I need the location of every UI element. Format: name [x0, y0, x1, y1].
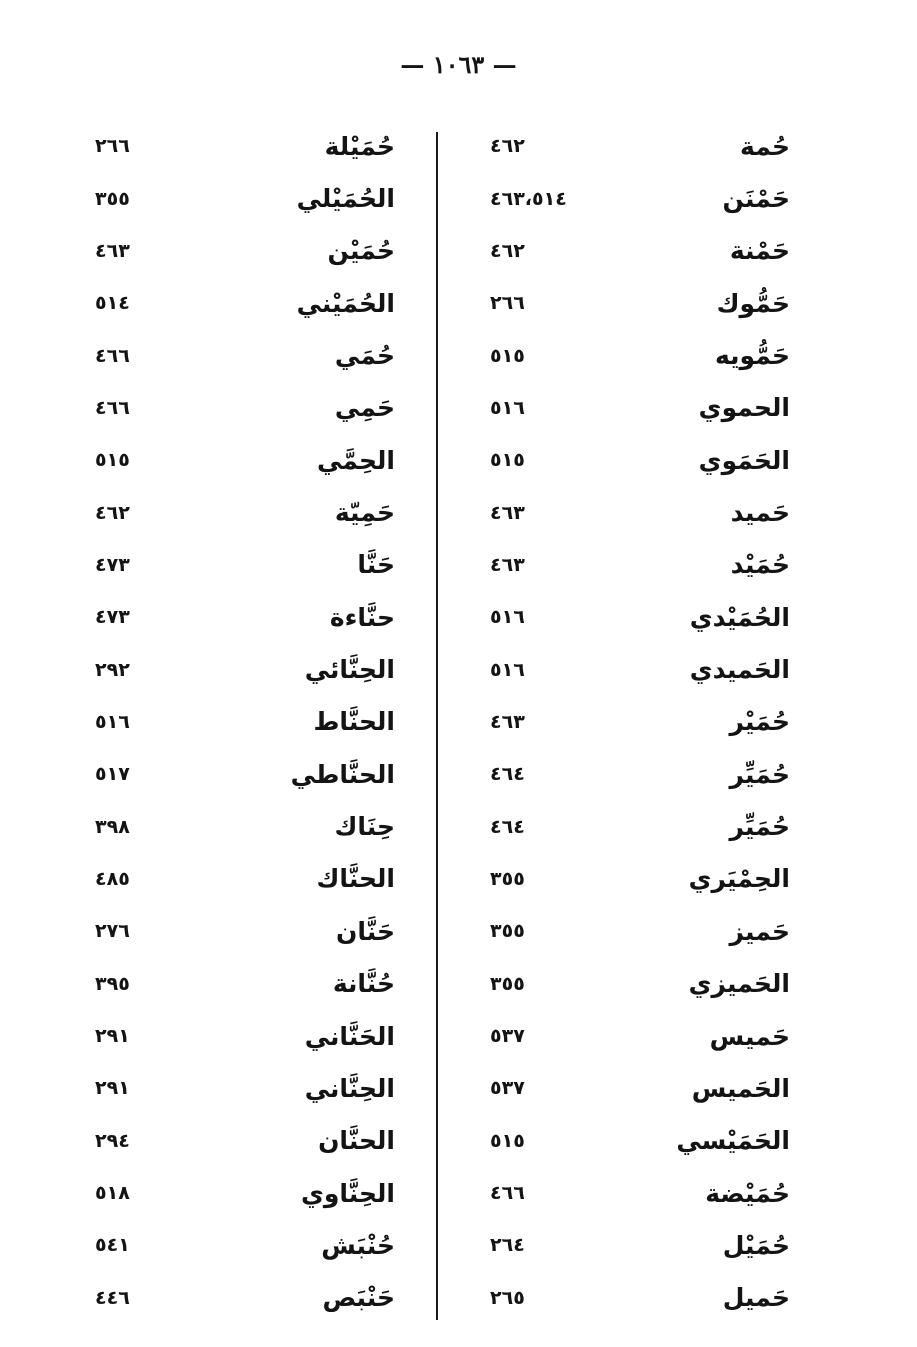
entry-name: حَمْنَن — [722, 184, 790, 214]
entry-name: الحِمْيَري — [688, 864, 790, 894]
entry-name: الحِنَّاني — [304, 1073, 395, 1103]
index-entry — [95, 539, 395, 591]
entry-page-ref: ٥١٤ — [95, 292, 130, 315]
entry-name: حَمِيّة — [334, 498, 395, 528]
entry-name: حُمَي — [334, 341, 395, 371]
index-entry — [95, 277, 395, 329]
entry-name: حُمَيْلة — [324, 131, 395, 161]
index-entry — [490, 748, 790, 800]
index-entry — [95, 1062, 395, 1114]
index-entry — [490, 172, 790, 224]
entry-name: الحَميزي — [688, 969, 790, 999]
index-entry — [490, 225, 790, 277]
index-column-right — [490, 120, 790, 1325]
entry-page-ref: ٢٦٦ — [95, 135, 130, 158]
index-entry — [490, 539, 790, 591]
index-entry — [490, 643, 790, 695]
entry-name: الحَميدي — [689, 655, 790, 685]
entry-page-ref: ٢٩٢ — [95, 658, 130, 681]
entry-page-ref: ٣٩٥ — [95, 972, 130, 995]
index-entry — [95, 958, 395, 1010]
entry-name: الحِمَّي — [316, 445, 395, 475]
entry-page-ref: ٢٦٦ — [490, 292, 525, 315]
entry-page-ref: ٤٦٤ — [490, 815, 525, 838]
entry-name: حَنَّان — [336, 916, 395, 946]
index-entry — [490, 1272, 790, 1324]
entry-page-ref: ٤٦٣ — [490, 553, 525, 576]
entry-page-ref: ٢٩١ — [95, 1077, 130, 1100]
index-entry — [95, 1115, 395, 1167]
entry-name: الحَمَوي — [698, 445, 790, 475]
entry-name: حنَّاءة — [329, 602, 395, 632]
entry-page-ref: ٥١٥ — [490, 449, 525, 472]
entry-page-ref: ٥٣٧ — [490, 1077, 525, 1100]
entry-name: حُمَيِّر — [729, 812, 790, 842]
index-entry — [490, 696, 790, 748]
entry-page-ref: ٤٤٦ — [95, 1286, 130, 1309]
entry-page-ref: ٤٧٣ — [95, 606, 130, 629]
entry-name: الحُمَيْدي — [689, 602, 790, 632]
entry-page-ref: ٤٦٣،٥١٤ — [490, 187, 567, 210]
entry-page-ref: ٥١٥ — [95, 449, 130, 472]
index-entry — [95, 225, 395, 277]
entry-page-ref: ٢٦٥ — [490, 1286, 525, 1309]
index-entry — [490, 120, 790, 172]
index-entry — [95, 696, 395, 748]
index-entry — [95, 853, 395, 905]
entry-name: حُمَيِّر — [729, 759, 790, 789]
entry-page-ref: ٥١٥ — [490, 344, 525, 367]
entry-page-ref: ٢٦٤ — [490, 1234, 525, 1257]
entry-name: حُمة — [740, 131, 790, 161]
entry-page-ref: ٤٦٣ — [95, 239, 130, 262]
column-divider — [436, 132, 438, 1320]
index-entry — [490, 1167, 790, 1219]
index-entry — [95, 1219, 395, 1271]
entry-name: حَمْنة — [729, 236, 790, 266]
entry-page-ref: ٥١٨ — [95, 1182, 130, 1205]
entry-page-ref: ٤٦٢ — [490, 135, 525, 158]
entry-page-ref: ٤٦٣ — [490, 710, 525, 733]
index-entry — [490, 1115, 790, 1167]
index-entry — [490, 591, 790, 643]
entry-name: الحنَّاك — [316, 864, 395, 894]
entry-name: حُمَيْر — [729, 707, 790, 737]
entry-name: حُنْبَش — [321, 1230, 395, 1260]
index-entry — [490, 382, 790, 434]
index-entry — [95, 434, 395, 486]
entry-page-ref: ٥١٦ — [95, 710, 130, 733]
index-entry — [95, 1167, 395, 1219]
index-entry — [95, 329, 395, 381]
entry-page-ref: ٥١٦ — [490, 396, 525, 419]
entry-page-ref: ٥٤١ — [95, 1234, 130, 1257]
entry-name: حَمِي — [334, 393, 395, 423]
index-entry — [490, 1062, 790, 1114]
index-entry — [490, 958, 790, 1010]
entry-page-ref: ٤٦٢ — [490, 239, 525, 262]
entry-name: الحَمَيْسي — [676, 1126, 790, 1156]
index-entry — [95, 748, 395, 800]
index-entry — [490, 329, 790, 381]
entry-name: حُمَيْن — [327, 236, 395, 266]
entry-page-ref: ٥١٦ — [490, 658, 525, 681]
index-entry — [490, 905, 790, 957]
page-number: — ١٠٦٣ — — [400, 50, 517, 79]
entry-name: حَميد — [730, 498, 790, 528]
entry-page-ref: ٣٥٥ — [95, 187, 130, 210]
entry-page-ref: ٣٥٥ — [490, 972, 525, 995]
entry-page-ref: ٤٧٣ — [95, 553, 130, 576]
entry-page-ref: ٢٩١ — [95, 1025, 130, 1048]
index-entry — [95, 382, 395, 434]
index-entry — [95, 905, 395, 957]
entry-page-ref: ٤٦٦ — [95, 396, 130, 419]
index-entry — [95, 643, 395, 695]
entry-name: حَمُّوك — [716, 288, 790, 318]
entry-page-ref: ٣٩٨ — [95, 815, 130, 838]
entry-page-ref: ٥١٧ — [95, 763, 130, 786]
index-column-left — [95, 120, 395, 1325]
index-entry — [95, 591, 395, 643]
entry-name: الحنَّان — [318, 1126, 395, 1156]
entry-name: الحَنَّاني — [304, 1021, 395, 1051]
entry-page-ref: ٣٥٥ — [490, 867, 525, 890]
entry-name: حُنَّانة — [332, 969, 395, 999]
index-entry — [490, 277, 790, 329]
entry-name: حَميز — [729, 916, 790, 946]
entry-name: الحَميس — [691, 1073, 790, 1103]
entry-name: حِنَاك — [334, 812, 395, 842]
entry-page-ref: ٤٦٣ — [490, 501, 525, 524]
entry-name: الحنَّاط — [313, 707, 395, 737]
entry-name: حُمَيْضة — [705, 1178, 790, 1208]
entry-name: الحِنَّائي — [304, 655, 395, 685]
index-entry — [95, 800, 395, 852]
entry-name: الحِنَّاوي — [300, 1178, 395, 1208]
index-entry — [95, 486, 395, 538]
entry-page-ref: ٤٨٥ — [95, 867, 130, 890]
entry-name: حَنْبَص — [322, 1283, 395, 1313]
index-entry — [95, 1272, 395, 1324]
entry-name: الحُمَيْني — [296, 288, 395, 318]
entry-name: حَنَّا — [357, 550, 395, 580]
entry-page-ref: ٥١٦ — [490, 606, 525, 629]
entry-page-ref: ٢٩٤ — [95, 1129, 130, 1152]
entry-name: حُمَيْل — [722, 1230, 790, 1260]
entry-page-ref: ٢٧٦ — [95, 920, 130, 943]
entry-page-ref: ٤٦٦ — [95, 344, 130, 367]
entry-page-ref: ٤٦٢ — [95, 501, 130, 524]
index-entry — [95, 1010, 395, 1062]
entry-page-ref: ٤٦٤ — [490, 763, 525, 786]
index-entry — [490, 486, 790, 538]
index-entry — [95, 120, 395, 172]
entry-page-ref: ٥٣٧ — [490, 1025, 525, 1048]
index-entry — [95, 172, 395, 224]
entry-name: الحُمَيْلي — [296, 184, 395, 214]
index-entry — [490, 800, 790, 852]
entry-page-ref: ٥١٥ — [490, 1129, 525, 1152]
entry-name: حَمُّويه — [715, 341, 790, 371]
index-entry — [490, 853, 790, 905]
entry-name: حَميس — [709, 1021, 790, 1051]
index-entry — [490, 434, 790, 486]
index-entry — [490, 1219, 790, 1271]
entry-name: الحنَّاطي — [290, 759, 395, 789]
entry-name: حَميل — [722, 1283, 790, 1313]
entry-name: حُمَيْد — [730, 550, 790, 580]
entry-page-ref: ٤٦٦ — [490, 1182, 525, 1205]
index-entry — [490, 1010, 790, 1062]
entry-name: الحموي — [698, 393, 790, 423]
entry-page-ref: ٣٥٥ — [490, 920, 525, 943]
